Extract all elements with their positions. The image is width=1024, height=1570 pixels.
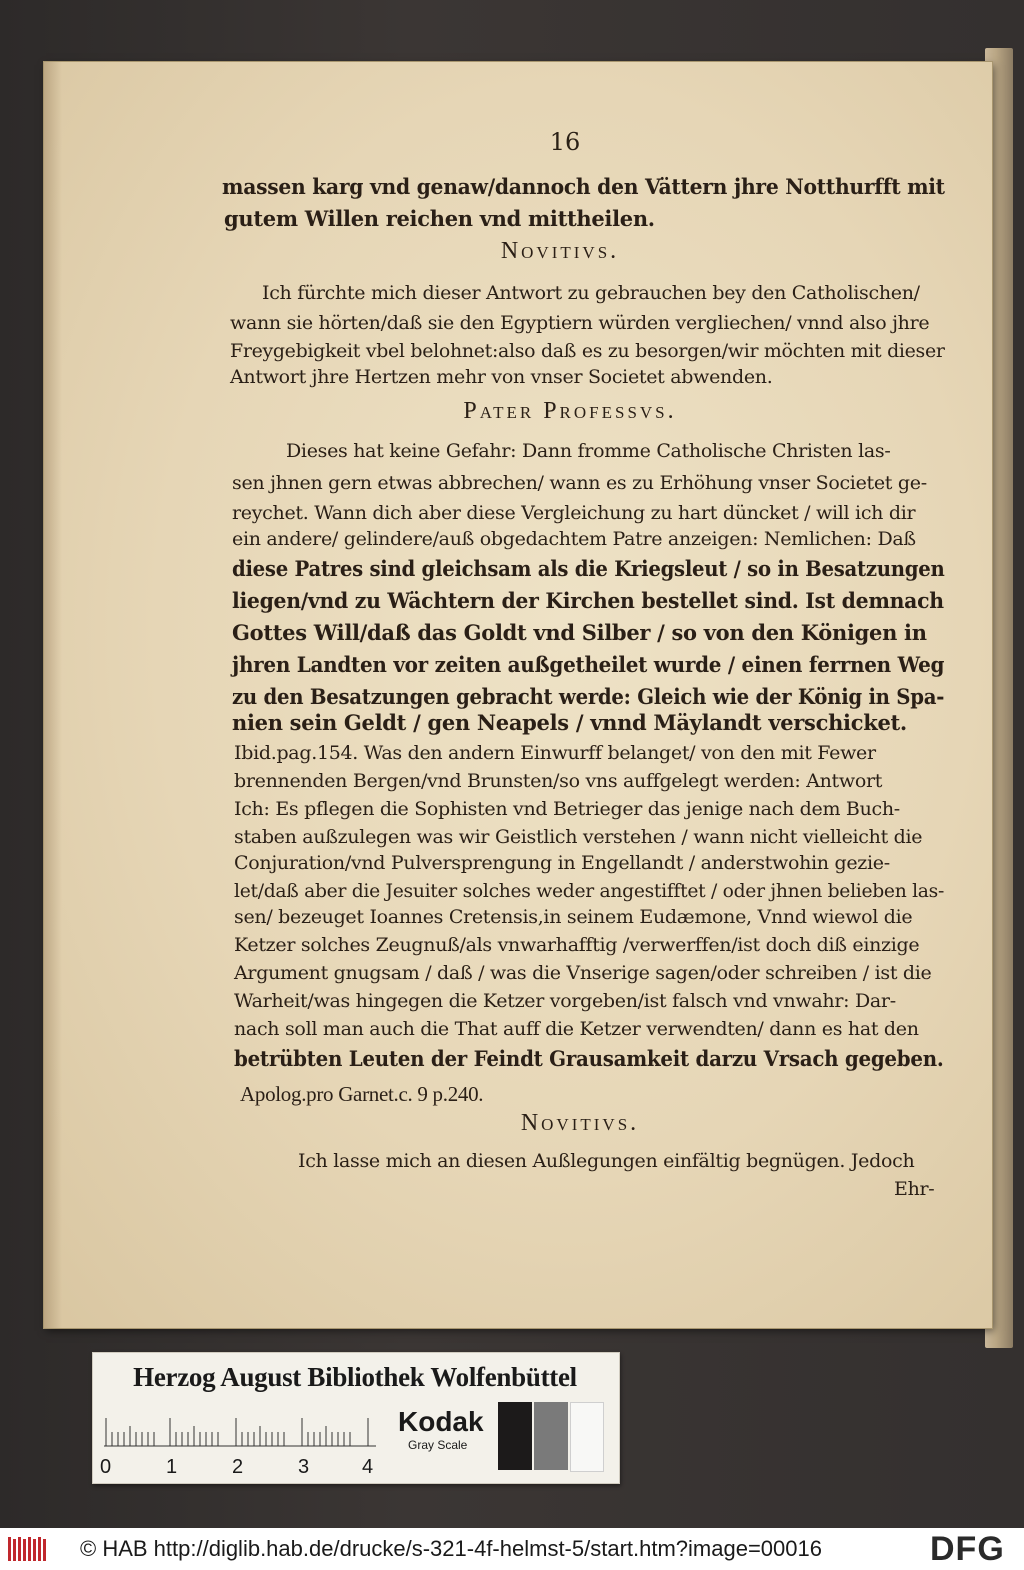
heading-pater-professus: Pater Professvs. [463, 398, 677, 424]
text-line: liegen/vnd zu Wächtern der Kirchen bestellet sind. Ist demnach [232, 588, 944, 613]
text-line: Argument gnugsam / daß / was die Vnserige sagen/oder schreiben / ist die [234, 962, 932, 984]
ruler-digit: 3 [298, 1456, 310, 1478]
text-line: sen/ bezeuget Ioannes Cretensis,in seinem Eudæmone, Vnnd wiewol die [234, 906, 913, 928]
text-line: Warheit/was hingegen die Ketzer vorgeben/ist falsch vnd vnwahr: Dar- [234, 990, 896, 1012]
catchword: Ehr- [894, 1178, 935, 1200]
heading-novitius: Novitivs. [500, 238, 620, 264]
heading-novitius: Novitivs. [520, 1110, 640, 1136]
ruler-scale [104, 1412, 376, 1448]
kodak-logo: Kodak [398, 1406, 484, 1437]
text-line: nien sein Geldt / gen Neapels / vnnd Mäylandt verschicket. [232, 710, 907, 735]
ruler-digit: 1 [166, 1456, 178, 1478]
text-line: reychet. Wann dich aber diese Vergleichung zu hart düncket / will ich dir [232, 502, 916, 524]
text-line: Ich lasse mich an diesen Außlegungen einfältig begnügen. Jedoch [298, 1150, 915, 1172]
text-line: let/daß aber die Jesuiter solches weder angestifftet / oder jhnen belieben las- [234, 880, 945, 902]
ruler-digit: 4 [362, 1456, 374, 1478]
text-line: sen jhnen gern etwas abbrechen/ wann es zu Erhöhung vnser Societet ge- [232, 472, 927, 494]
text-line: Freygebigkeit vbel belohnet:also daß es zu besorgen/wir möchten mit dieser [230, 340, 945, 362]
text-line: diese Patres sind gleichsam als die Kriegsleut / so in Besatzungen [232, 556, 945, 581]
text-line: Dieses hat keine Gefahr: Dann fromme Catholische Christen las- [286, 440, 891, 462]
text-line: Ibid.pag.154. Was den andern Einwurff belanget/ von den mit Fewer [234, 742, 876, 764]
text-line: Antwort jhre Hertzen mehr von vnser Societet abwenden. [230, 366, 773, 388]
text-line: jhren Landten vor zeiten außgetheilet wurde / einen ferrnen Weg [232, 652, 945, 677]
page-number: 16 [549, 128, 581, 156]
hab-logo-icon [8, 1535, 48, 1563]
gray-swatch-mid [534, 1402, 568, 1470]
gray-swatch-white [570, 1402, 604, 1472]
text-line: wann sie hörten/daß sie den Egyptiern würden vergliechen/ vnnd also jhre [230, 312, 930, 334]
ruler-digit: 0 [100, 1456, 112, 1478]
ruler-digit: 2 [232, 1456, 244, 1478]
card-title: Herzog August Bibliothek Wolfenbüttel [133, 1362, 577, 1392]
text-line: ein andere/ gelindere/auß obgedachtem Patre anzeigen: Nemlichen: Daß [232, 528, 916, 550]
text-line: nach soll man auch die That auff die Ketzer verwendten/ dann es hat den [234, 1018, 919, 1040]
text-line: Ich: Es pflegen die Sophisten vnd Betrieger das jenige nach dem Buch- [234, 798, 900, 820]
text-line: Ketzer solches Zeugnuß/als vnwarhafftig /verwerffen/ist doch diß einzige [234, 934, 920, 956]
text-line: gutem Willen reichen vnd mittheilen. [224, 206, 655, 231]
text-line: brennenden Bergen/vnd Brunsten/so vns auffgelegt werden: Antwort [234, 770, 883, 792]
kodak-subtitle: Gray Scale [408, 1438, 468, 1452]
page-gutter-shade [44, 62, 62, 1328]
text-line: Ich fürchte mich dieser Antwort zu gebrauchen bey den Catholischen/ [262, 282, 920, 304]
gray-swatch-black [498, 1402, 532, 1470]
text-line: staben außzulegen was wir Geistlich verstehen / wann nicht vielleicht die [234, 826, 923, 848]
text-line: zu den Besatzungen gebracht werde: Gleich wie der König in Spa- [232, 684, 945, 709]
copyright-url[interactable]: © HAB http://diglib.hab.de/drucke/s-321-4f-helmst-5/start.htm?image=00016 [80, 1536, 822, 1561]
text-line: Apolog.pro Garnet.c. 9 p.240. [240, 1082, 484, 1106]
text-line: Gottes Will/daß das Goldt vnd Silber / so von den Königen in [232, 620, 927, 645]
text-line: Conjuration/vnd Pulversprengung in Engellandt / anderstwohin gezie- [234, 852, 890, 874]
text-line: massen karg vnd genaw/dannoch den Vättern jhre Notthurfft mit [222, 174, 945, 199]
text-line: betrübten Leuten der Feindt Grausamkeit darzu Vrsach gegeben. [234, 1046, 944, 1071]
dfg-logo: DFG [930, 1530, 1005, 1568]
